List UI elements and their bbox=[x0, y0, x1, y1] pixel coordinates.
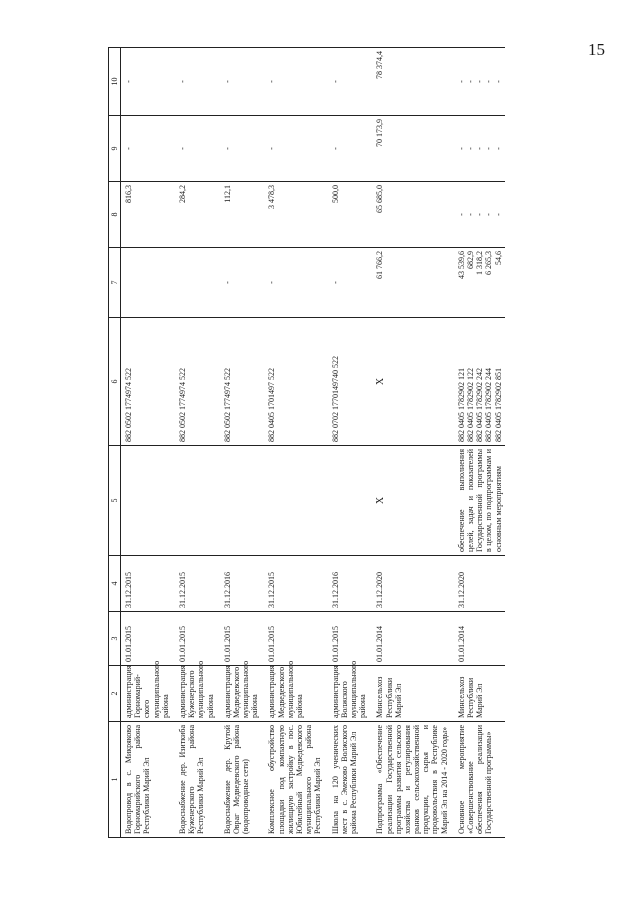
row-executor: администрация Куженерского муниципального района bbox=[175, 666, 220, 722]
row-col10: - bbox=[484, 80, 494, 83]
row-end-date: 31.12.2020 bbox=[454, 556, 505, 612]
table-row bbox=[220, 48, 265, 838]
row-col8: 65 685,0 bbox=[372, 182, 454, 248]
row-col9: - bbox=[220, 116, 265, 182]
row-end-date: 31.12.2015 bbox=[175, 556, 220, 612]
row-result: обеспечение выполнения целей, задач и показателей Государственной программы в целом, по подпрограммам и основным мероприятиям bbox=[454, 446, 505, 556]
col-header: 1 bbox=[109, 722, 121, 838]
row-codes bbox=[454, 318, 505, 446]
table-row bbox=[175, 48, 220, 838]
row-code: 882 0702 1770149740 522 bbox=[328, 318, 373, 446]
row-name: Подпрограмма «Обеспечение реализации Государственной программы развития сельского хозяйства и регулирования рынков сельскохозяйственной продукции, сырья и продовольствия в Республике Марий Эл на 2014 - 2020 годы» bbox=[372, 722, 454, 838]
table-row bbox=[264, 48, 327, 838]
row-col7: 54,6 bbox=[493, 251, 503, 265]
row-col10: - bbox=[493, 80, 503, 83]
row-col9: 70 173,9 bbox=[372, 116, 454, 182]
row-start-date: 01.01.2015 bbox=[328, 612, 373, 666]
row-executor: Минсельхоз Республики Марий Эл bbox=[372, 666, 454, 722]
budget-table bbox=[108, 47, 505, 838]
col-header: 2 bbox=[109, 666, 121, 722]
row-col8: 284,2 bbox=[175, 182, 220, 248]
table-row bbox=[372, 48, 454, 838]
row-result bbox=[121, 446, 175, 556]
row-executor: администрация Горномарий-ского муниципального района bbox=[121, 666, 175, 722]
row-executor: Минсельхоз Республики Марий Эл bbox=[454, 666, 505, 722]
row-code: 882 0405 1782902 851 bbox=[493, 368, 503, 442]
row-name: Водоснабжение дер. Крутой Овраг Медведевского района (водопроводные сети) bbox=[220, 722, 265, 838]
row-start-date: 01.01.2015 bbox=[175, 612, 220, 666]
row-result bbox=[264, 446, 327, 556]
row-result bbox=[328, 446, 373, 556]
row-name: Школа на 120 ученических мест в с. Эмеково Волжского района Республики Марий Эл bbox=[328, 722, 373, 838]
row-col8: - bbox=[484, 213, 494, 216]
row-end-date: 31.12.2016 bbox=[220, 556, 265, 612]
row-code: X bbox=[372, 318, 454, 446]
row-start-date: 01.01.2014 bbox=[372, 612, 454, 666]
row-col7 bbox=[175, 248, 220, 318]
row-code: 882 0502 1774974 522 bbox=[121, 318, 175, 446]
table-row bbox=[328, 48, 373, 838]
row-end-date: 31.12.2015 bbox=[264, 556, 327, 612]
row-col7: 682,9 bbox=[466, 251, 475, 269]
row-col8: - bbox=[475, 213, 485, 216]
row-col10: - bbox=[264, 48, 327, 116]
row-executor: администрация Волжского муниципального района bbox=[328, 666, 373, 722]
table-row bbox=[121, 48, 175, 838]
row-code: 882 0405 1782902 242 bbox=[475, 368, 485, 442]
row-col9: - bbox=[264, 116, 327, 182]
row-col9: - bbox=[466, 147, 475, 150]
row-start-date: 01.01.2015 bbox=[264, 612, 327, 666]
row-result bbox=[220, 446, 265, 556]
row-col10: - bbox=[121, 48, 175, 116]
row-col9: - bbox=[484, 147, 494, 150]
row-col8: 3 478,3 bbox=[264, 182, 327, 248]
row-result bbox=[175, 446, 220, 556]
rotated-table-container bbox=[108, 48, 628, 838]
row-name: Водопровод в с. Микряково Горномарийского района Республики Марий Эл bbox=[121, 722, 175, 838]
col-header: 10 bbox=[109, 48, 121, 116]
row-col7: 61 766,2 bbox=[372, 248, 454, 318]
row-executor: администрация Медведевского муниципального района bbox=[220, 666, 265, 722]
row-col10: - bbox=[466, 80, 475, 83]
row-col8: 112,1 bbox=[220, 182, 265, 248]
row-col9: - bbox=[475, 147, 485, 150]
row-col9-values bbox=[454, 116, 505, 182]
row-col10: 78 374,4 bbox=[372, 48, 454, 116]
row-code: 882 0405 1782902 121 bbox=[456, 368, 466, 442]
row-code: 882 0405 1782902 244 bbox=[484, 368, 494, 442]
row-col9: - bbox=[121, 116, 175, 182]
row-col8: - bbox=[456, 213, 466, 216]
row-start-date: 01.01.2014 bbox=[454, 612, 505, 666]
row-start-date: 01.01.2015 bbox=[121, 612, 175, 666]
row-name: Основное мероприятие «Совершенствование обеспечения реализации Государственной программы» bbox=[454, 722, 505, 838]
row-result: X bbox=[372, 446, 454, 556]
row-col9: - bbox=[456, 147, 466, 150]
col-header: 9 bbox=[109, 116, 121, 182]
row-start-date: 01.01.2015 bbox=[220, 612, 265, 666]
row-name: Комплексное обустройство площадки под компактную жилищную застройку в пос. Юбилейный Медведевского муниципального района Республики Марий Эл bbox=[264, 722, 327, 838]
row-col10-values bbox=[454, 48, 505, 116]
row-col10: - bbox=[456, 80, 466, 83]
row-col8: - bbox=[493, 213, 503, 216]
row-code: 882 0502 1774974 522 bbox=[220, 318, 265, 446]
row-code: 882 0405 1701497 522 bbox=[264, 318, 327, 446]
row-col7-values bbox=[454, 248, 505, 318]
row-code: 882 0405 1782902 122 bbox=[466, 368, 475, 442]
row-end-date: 31.12.2015 bbox=[121, 556, 175, 612]
table-row bbox=[454, 48, 505, 838]
row-col7: 1 318,2 bbox=[475, 251, 485, 275]
col-header: 8 bbox=[109, 182, 121, 248]
row-col9: - bbox=[328, 116, 373, 182]
row-col10: - bbox=[175, 48, 220, 116]
column-number-row bbox=[109, 48, 121, 838]
row-end-date: 31.12.2020 bbox=[372, 556, 454, 612]
page-number: 15 bbox=[588, 40, 605, 59]
col-header: 5 bbox=[109, 446, 121, 556]
row-col8: - bbox=[466, 213, 475, 216]
row-name: Водоснабжение дер. Изиткиба Куженерского района Республики Марий Эл bbox=[175, 722, 220, 838]
row-col10: - bbox=[328, 48, 373, 116]
row-col7: - bbox=[328, 248, 373, 318]
row-col7: - bbox=[264, 248, 327, 318]
col-header: 7 bbox=[109, 248, 121, 318]
row-col7 bbox=[121, 248, 175, 318]
row-col9: - bbox=[175, 116, 220, 182]
col-header: 4 bbox=[109, 556, 121, 612]
row-col10: - bbox=[475, 80, 485, 83]
row-col10: - bbox=[220, 48, 265, 116]
row-executor: администрация Медведевского муниципального района bbox=[264, 666, 327, 722]
row-col7: 6 265,3 bbox=[484, 251, 494, 275]
row-col8: 500,0 bbox=[328, 182, 373, 248]
row-end-date: 31.12.2016 bbox=[328, 556, 373, 612]
row-col7: 43 539,6 bbox=[456, 251, 466, 279]
row-col9: - bbox=[493, 147, 503, 150]
row-col8-values bbox=[454, 182, 505, 248]
col-header: 6 bbox=[109, 318, 121, 446]
col-header: 3 bbox=[109, 612, 121, 666]
row-code: 882 0502 1774974 522 bbox=[175, 318, 220, 446]
row-col7: - bbox=[220, 248, 265, 318]
row-col8: 816,3 bbox=[121, 182, 175, 248]
